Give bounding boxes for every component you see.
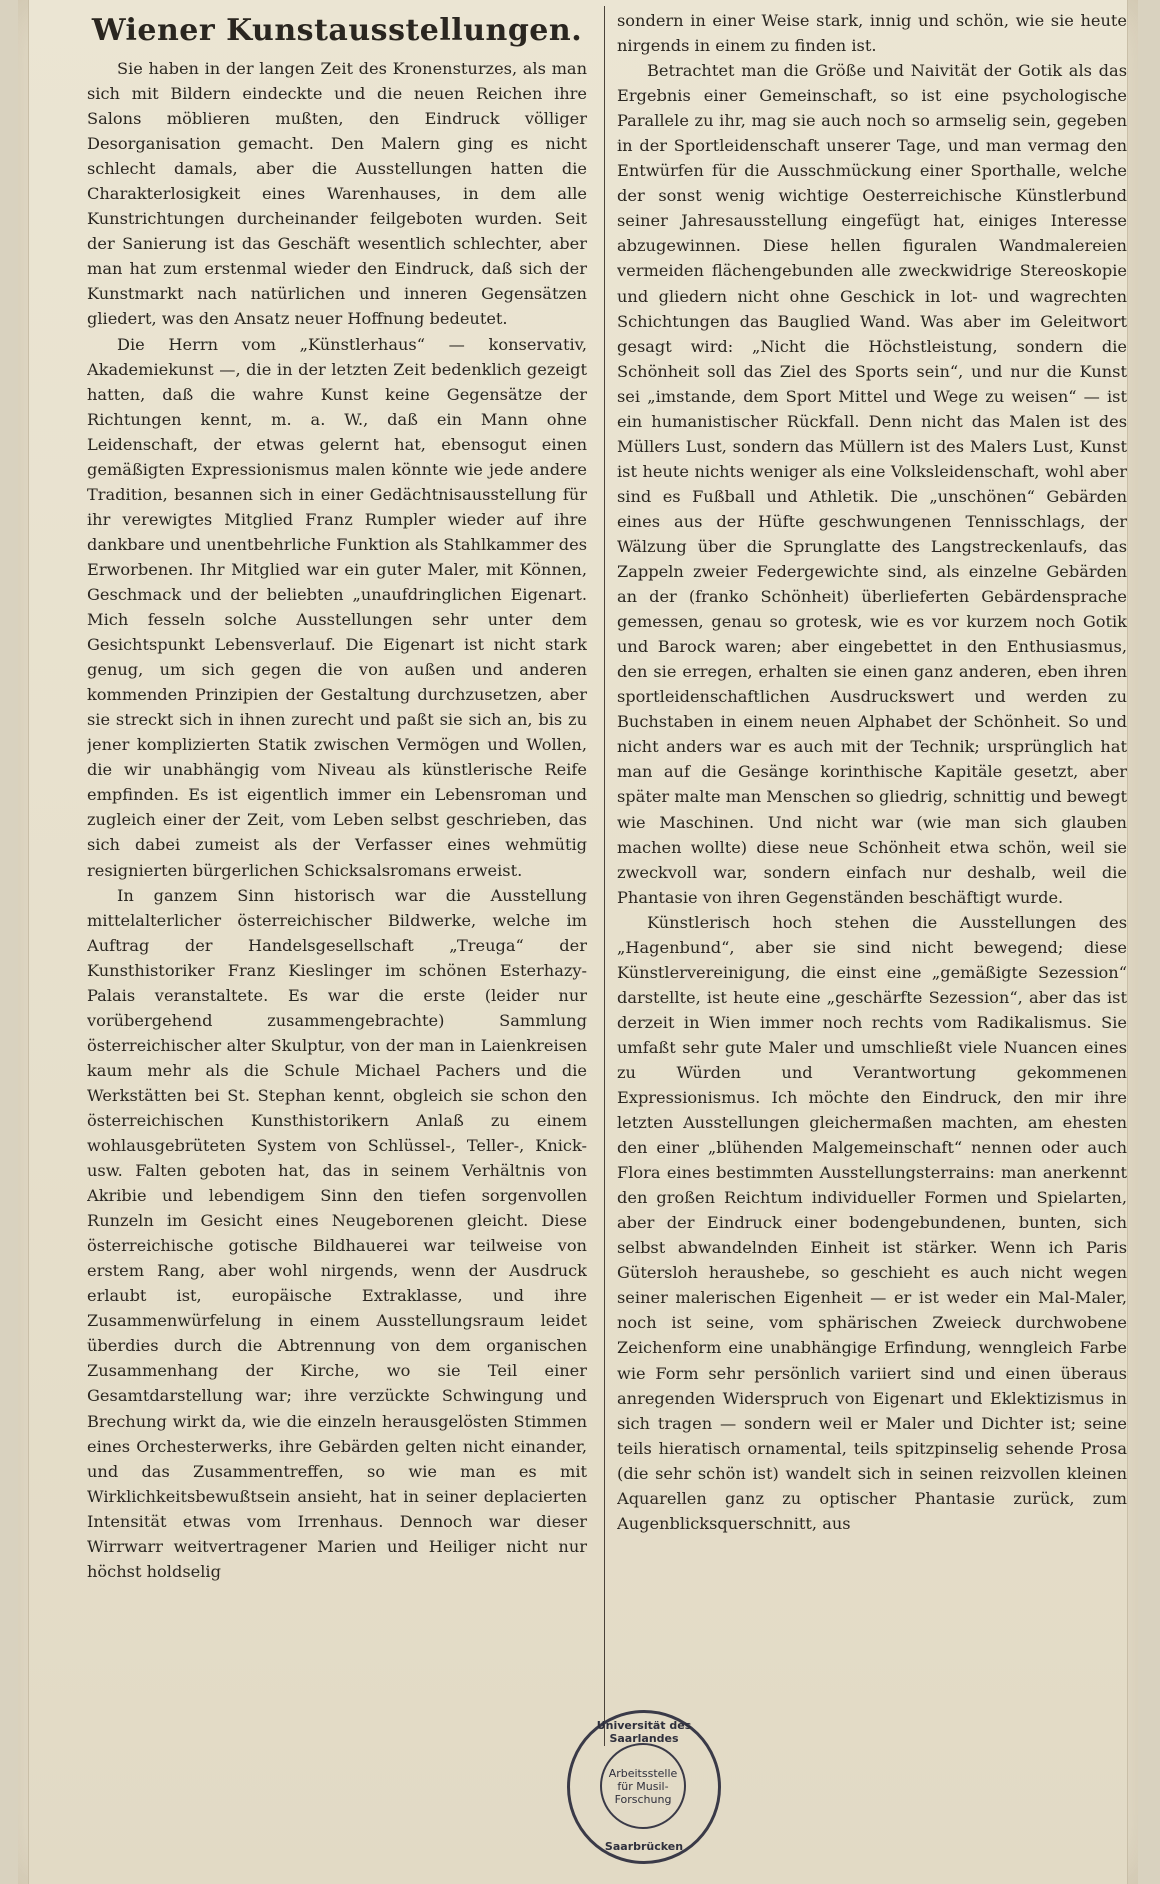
column-divider	[604, 6, 605, 1746]
paragraph-4: sondern in einer Weise stark, innig und schön, wie sie heute nirgends in einem zu finden ist.	[617, 11, 1127, 56]
newspaper-clipping	[28, 0, 1128, 1884]
library-stamp	[567, 1710, 721, 1864]
stamp-top-text: Universität des Saarlandes	[596, 1719, 692, 1745]
paragraph-2: Die Herrn vom „Künstlerhaus“ — konservativ, Akademiekunst —, die in der letzten Zeit bedenklich gezeigt hatten, daß die wahre Kunst keine Gegensätze der Richtungen kennt, m. a. W., daß ein Mann ohne Leidenschaft, der etwas gelernt hat, ebensogut einen gemäßigten Expressionismus malen könnte wie jede andere Tradition, besannen sich in einer Gedächtnisausstellung für ihr verewigtes Mitglied Franz Rumpler wieder auf ihre dankbare und unentbehrliche Funktion als Stahlkammer des Erworbenen. Ihr Mitglied war ein guter Maler, mit Können, Geschmack und der beliebten „unaufdringlichen Eigenart. Mich fesseln solche Ausstellungen sehr unter dem Gesichtspunkt Lebensverlauf. Die Eigenart ist nicht stark genug, um sich gegen die von außen und anderen kommenden Prinzipien der Gestaltung durchzusetzen, aber sie streckt sich in ihnen zurecht und paßt sie sich an, bis zu jener komplizierten Statik zwischen Vermögen und Wollen, die wir unabhängig vom Niveau als künstlerische Reife empfinden. Es ist eigentlich immer ein Lebensroman und zugleich einer der Zeit, vom Leben selbst geschrieben, das sich dabei zumeist als der Verfasser eines wehmütig resignierten bürgerlichen Schicksalsromans erweist.	[87, 334, 587, 880]
stamp-line-1: Arbeitsstelle	[608, 1766, 678, 1780]
article-title: Wiener Kunstausstellungen.	[91, 13, 583, 48]
stamp-inner-ring	[600, 1743, 686, 1829]
stamp-line-2: für Musil-	[617, 1779, 669, 1793]
left-column	[87, 8, 587, 1824]
paragraph-1: Sie haben in der langen Zeit des Kronensturzes, als man sich mit Bildern eindeckte und die neuen Reichen ihre Salons möblieren mußten, den Eindruck völliger Desorganisation gemacht. Den Malern ging es nicht schlecht damals, aber die Ausstellungen hatten die Charakterlosigkeit eines Warenhauses, in dem alle Kunstrichtungen durcheinander feilgeboten wurden. Seit der Sanierung ist das Geschäft wesentlich schlechter, aber man hat zum erstenmal wieder den Eindruck, daß sich der Kunstmarkt nach natürlichen und inneren Gegensätzen gliedert, was den Ansatz neuer Hoffnung bedeutet.	[87, 59, 587, 329]
stamp-bottom-text: Saarbrücken	[604, 1840, 684, 1853]
paragraph-3: In ganzem Sinn historisch war die Ausstellung mittelalterlicher österreichischer Bildwerke, welche im Auftrag der Handelsgesellschaft „Treuga“ der Kunsthistoriker Franz Kieslinger im schönen Esterhazy-Palais veranstaltete. Es war die erste (leider nur vorübergehend zusammengebrachte) Sammlung österreichischer alter Skulptur, von der man in Laienkreisen kaum mehr als die Schule Michael Pachers und die Werkstätten bei St. Stephan kennt, obgleich sie schon den österreichischen Kunsthistorikern Anlaß zu einem wohlausgebrüteten System von Schlüssel-, Teller-, Knick- usw. Falten geboten hat, das in seinem Verhältnis von Akribie und lebendigem Sinn den tiefen sorgenvollen Runzeln im Gesicht eines Neugeborenen gleicht. Diese österreichische gotische Bildhauerei war teilweise von erstem Rang, aber wohl nirgends, wenn der Ausdruck erlaubt ist, europäische Extraklasse, und ihre Zusammenwürfelung in einem Ausstellungsraum leidet überdies durch die Abtrennung von dem organischen Zusammenhang der Kirche, wo sie Teil einer Gesamtdarstellung war; ihre verzückte Schwingung und Brechung wirkt da, wie die einzeln herausgelösten Stimmen eines Orchesterwerks, ihre Gebärden gelten nicht einander, und das Zusammentreffen, so wie man es mit Wirklichkeitsbewußtsein ansieht, hat in seiner deplacierten Intensität etwas vom Irrenhaus. Dennoch war dieser Wirrwarr weitvertragener Marien und Heiliger nicht nur höchst holdselig	[87, 885, 587, 1581]
paragraph-5: Betrachtet man die Größe und Naivität der Gotik als das Ergebnis einer Gemeinschaft, so ist eine psychologische Parallele zu ihr, mag sie auch noch so armselig sein, gegeben in der Sportleidenschaft unserer Tage, und man vermag den Entwürfen für die Ausschmückung einer Sporthalle, welche der sonst wenig wichtige Oesterreichische Künstlerbund seiner Jahresausstellung eingefügt hat, einiges Interesse abzugewinnen. Diese hellen figuralen Wandmalereien vermeiden flächengebunden alle zweckwidrige Stereoskopie und gliedern nicht ohne Geschick in lot- und wagrechten Schichtungen das Bauglied Wand. Was aber im Geleitwort gesagt wird: „Nicht die Höchstleistung, sondern die Schönheit soll das Ziel des Sports sein“, und nur die Kunst sei „imstande, dem Sport Mittel und Wege zu weisen“ — ist ein humanistischer Rückfall. Denn nicht das Malen ist des Müllers Lust, sondern das Müllern ist des Malers Lust, Kunst ist heute nichts weniger als eine Volksleidenschaft, wohl aber sind es Fußball und Athletik. Die „unschönen“ Gebärden eines aus der Hüfte geschwungenen Tennisschlags, der Wälzung über die Sprunglatte des Langstreckenlaufs, das Zappeln zweier Federgewichte sind, als einzelne Gebärden an der (franko Schönheit) überlieferten Gebärdensprache gemessen, genau so grotesk, wie es vor kurzem noch Gotik und Barock waren; aber eingebettet in den Enthusiasmus, den sie erregen, erhalten sie einen ganz anderen, eben ihren sportleidenschaftlichen Ausdruckswert und werden zu Buchstaben in einem neuen Alphabet der Schönheit. So und nicht anders war es auch mit der Technik; ursprünglich hat man auf die Gesänge korinthische Kapitäle gesetzt, aber später malte man Menschen so gliedrig, schnittig und bewegt wie Maschinen. Und nicht war (wie man sich glauben machen wollte) diese neue Schönheit etwa schön, weil sie zweckvoll war, sondern einfach nur deshalb, weil die Phantasie von ihren Gegenständen beschäftigt wurde.	[617, 61, 1127, 907]
stamp-line-3: Forschung	[614, 1792, 672, 1806]
paragraph-6: Künstlerisch hoch stehen die Ausstellungen des „Hagenbund“, aber sie sind nicht bewegend; diese Künstlervereinigung, die einst eine „gemäßigte Sezession“ darstellte, ist heute eine „geschärfte Sezession“, aber das ist derzeit in Wien immer noch rechts vom Radikalismus. Sie umfaßt sehr gute Maler und umschließt viele Nuancen eines zu Würden und Verantwortung gekommenen Expressionismus. Ich möchte den Eindruck, den mir ihre letzten Ausstellungen gleichermaßen machten, am ehesten den einer „blühenden Malgemeinschaft“ nennen oder auch Flora eines bestimmten Ausstellungsterrains: man anerkennt den großen Reichtum individueller Formen und Spielarten, aber der Eindruck einer bodengebundenen, bunten, sich selbst abwandelnden Einheit ist stärker. Wenn ich Paris Gütersloh heraushebe, so geschieht es auch nicht wegen seiner malerischen Eigenheit — er ist weder ein Mal-Maler, noch ist seine, vom sphärischen Zweieck durchwobene Zeichenform eine unabhängige Erfindung, wenngleich Farbe wie Form sehr persönlich variiert sind und einen überaus anregenden Widerspruch von Eigenart und Eklektizismus in sich tragen — sondern weil er Maler und Dichter ist; seine teils hieratisch ornamental, teils spitzpinselig sehende Prosa (die sehr schön ist) wandelt sich in seinen reizvollen kleinen Aquarellen ganz zu optischer Phantasie zurück, zum Augenblicksquerschnitt, aus	[617, 912, 1127, 1533]
right-column	[614, 8, 1127, 1824]
